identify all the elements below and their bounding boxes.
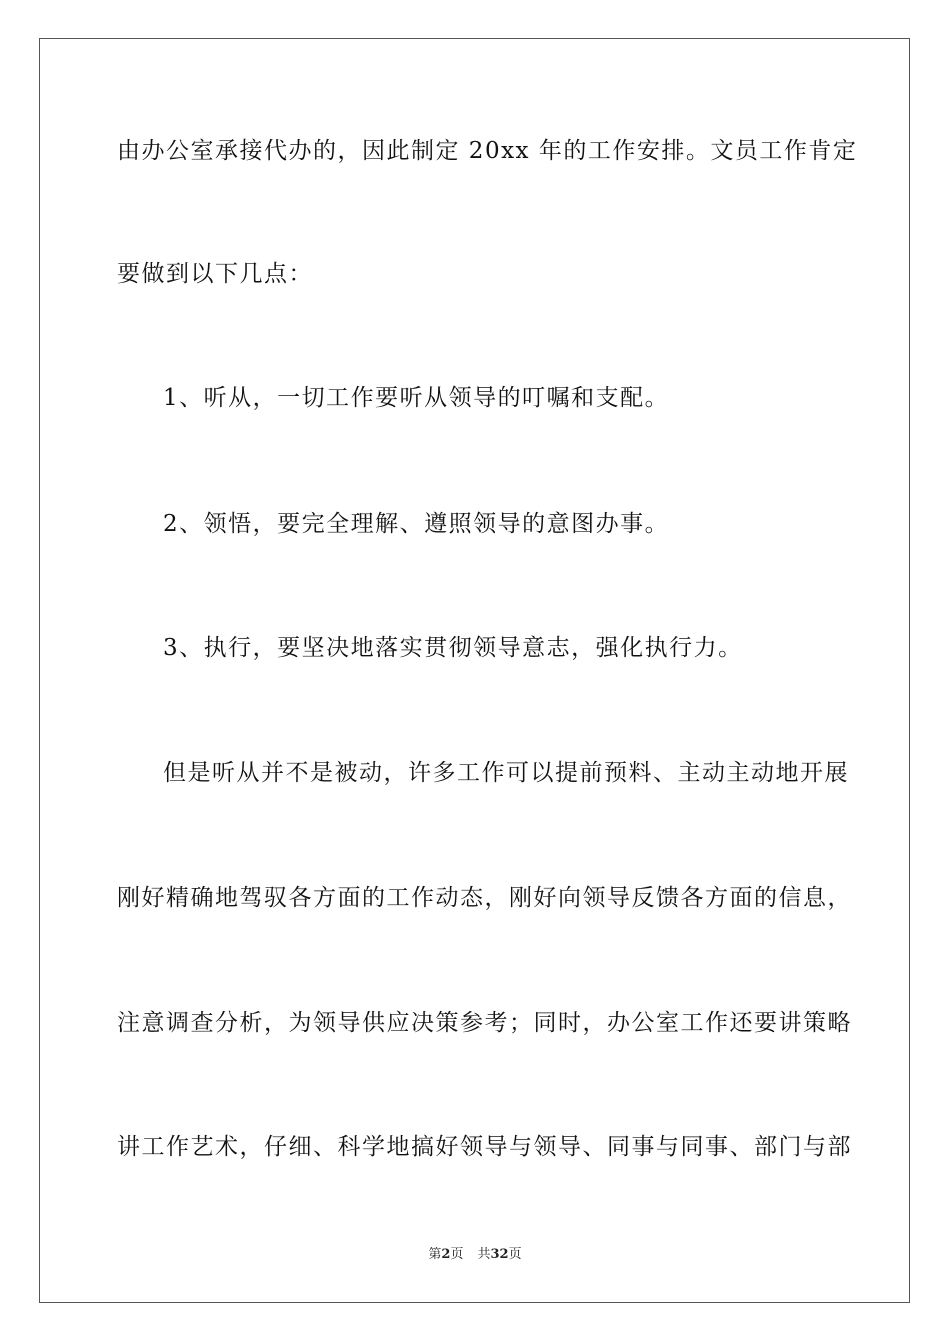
page-border bbox=[39, 38, 910, 1303]
footer-page-prefix: 第 bbox=[428, 1247, 442, 1262]
body-line-8: 注意调查分析，为领导供应决策参考；同时，办公室工作还要讲策略 bbox=[117, 1010, 852, 1036]
list-item-2: 2、领悟，要完全理解、遵照领导的意图办事。 bbox=[163, 511, 670, 537]
footer-total-prefix: 共 bbox=[477, 1247, 491, 1262]
body-line-7: 刚好精确地驾驭各方面的工作动态，刚好向领导反馈各方面的信息， bbox=[117, 885, 852, 911]
footer-page-suffix: 页 bbox=[450, 1247, 464, 1262]
footer-total-suffix: 页 bbox=[508, 1247, 522, 1262]
body-line-9: 讲工作艺术，仔细、科学地搞好领导与领导、同事与同事、部门与部 bbox=[117, 1134, 852, 1160]
footer-page-number: 2 bbox=[441, 1247, 451, 1262]
list-item-1: 1、听从，一切工作要听从领导的叮嘱和支配。 bbox=[163, 385, 670, 411]
body-line-2: 要做到以下几点： bbox=[117, 261, 313, 287]
footer-total-pages: 32 bbox=[490, 1247, 509, 1262]
page-footer bbox=[0, 1246, 950, 1264]
body-line-1: 由办公室承接代办的，因此制定 20xx 年的工作安排。文员工作肯定 bbox=[117, 138, 858, 164]
list-item-3: 3、执行，要坚决地落实贯彻领导意志，强化执行力。 bbox=[163, 635, 743, 661]
body-line-6: 但是听从并不是被动，许多工作可以提前预料、主动主动地开展 bbox=[163, 760, 849, 786]
